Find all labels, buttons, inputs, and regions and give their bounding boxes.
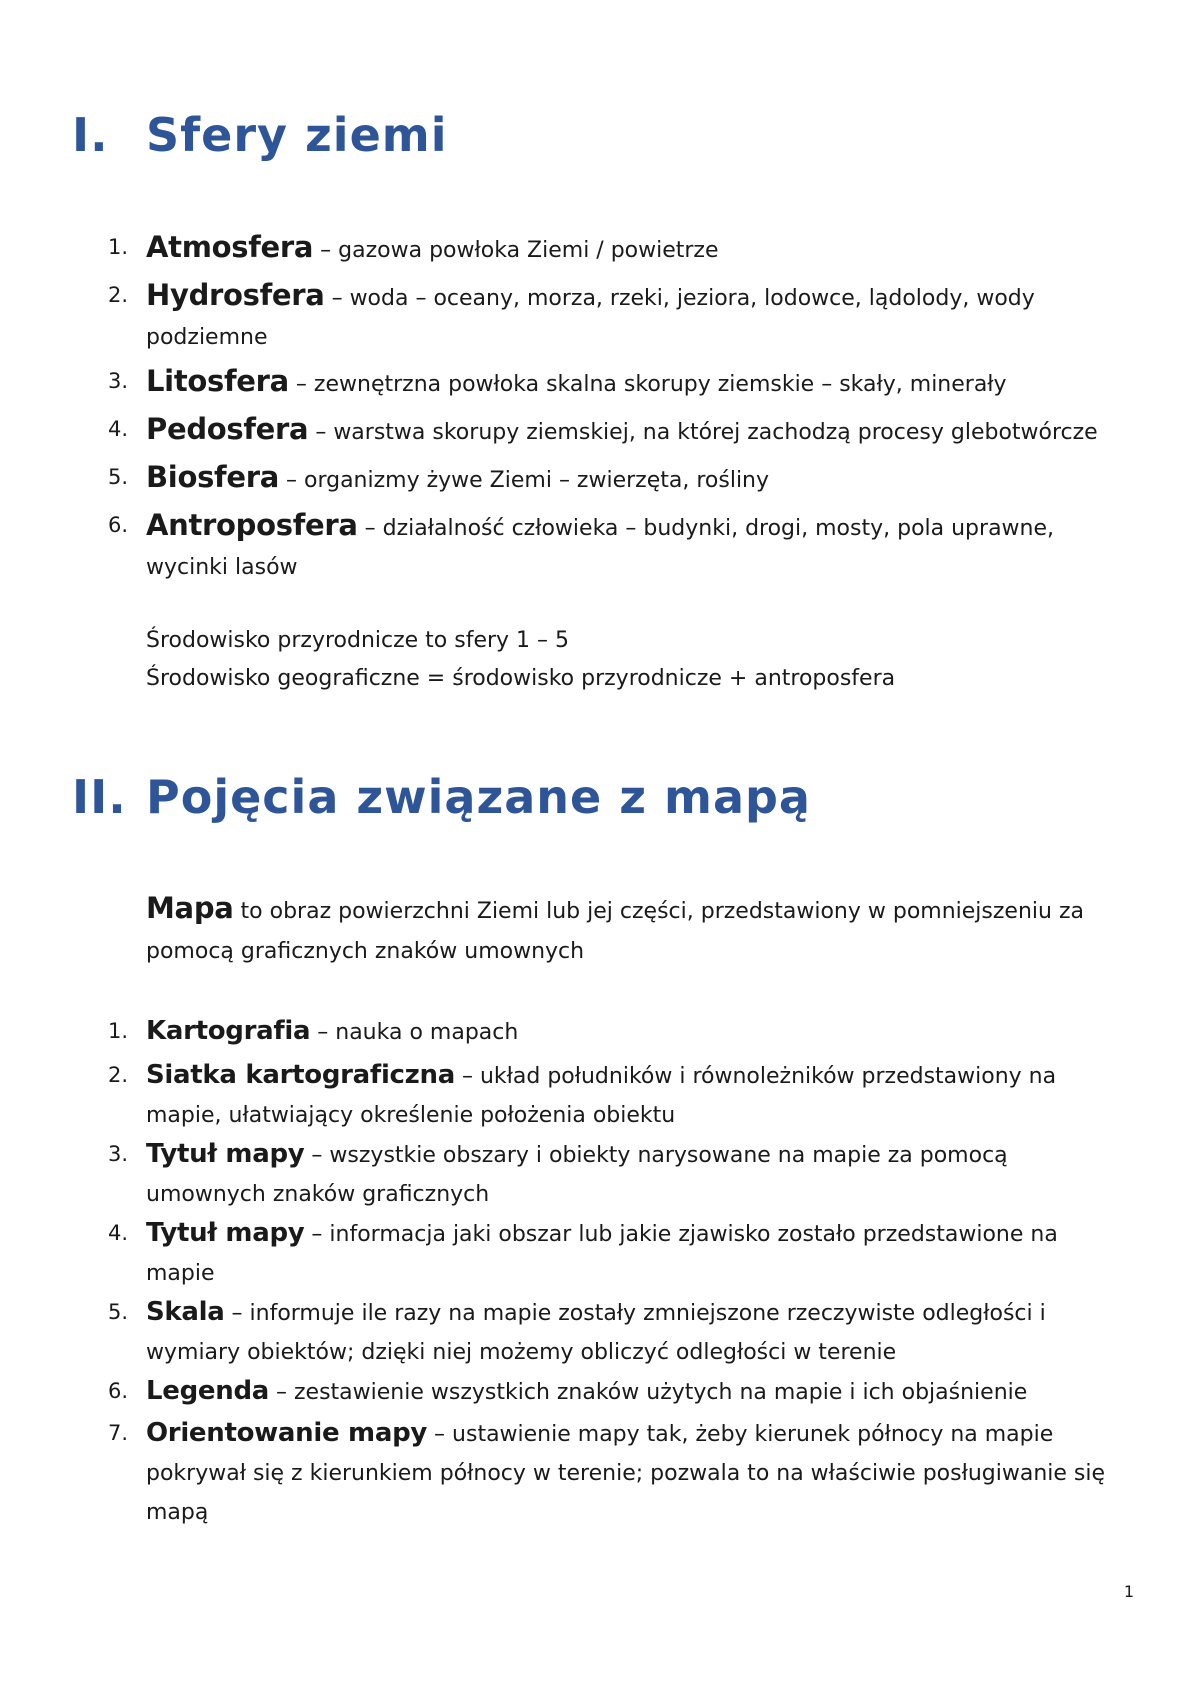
page-number: 1 bbox=[1123, 1582, 1134, 1601]
list-item-term: Legenda bbox=[146, 1376, 270, 1406]
list-item-description: – działalność człowieka – budynki, drogi, mosty, pola uprawne, wycinki lasów bbox=[146, 516, 1055, 580]
section-2-number: II. bbox=[72, 770, 127, 824]
list-item-term: Pedosfera bbox=[146, 412, 309, 446]
list-item-term: Hydrosfera bbox=[146, 278, 325, 312]
list-item-term: Litosfera bbox=[146, 364, 289, 398]
list-item-term: Antroposfera bbox=[146, 508, 358, 542]
section-1-number: I. bbox=[72, 108, 109, 162]
list-item-term: Orientowanie mapy bbox=[146, 1418, 428, 1448]
section-1-title: Sfery ziemi bbox=[146, 108, 448, 162]
section-2-heading bbox=[72, 770, 811, 824]
list-item-number: 3. bbox=[108, 369, 129, 393]
list-item-term: Biosfera bbox=[146, 460, 279, 494]
list-item-term: Kartografia bbox=[146, 1016, 311, 1046]
list-item-description: – warstwa skorupy ziemskiej, na której zachodzą procesy glebotwórcze bbox=[308, 420, 1098, 445]
note-line: Środowisko geograficzne = środowisko przyrodnicze + antroposfera bbox=[146, 666, 896, 691]
list-item-description: – ustawienie mapy tak, żeby kierunek północy na mapie pokrywał się z kierunkiem północy w terenie; pozwala to na właściwie posługiwanie się mapą bbox=[146, 1422, 1106, 1525]
list-item-number: 6. bbox=[108, 1379, 129, 1403]
list-item-number: 2. bbox=[108, 1063, 129, 1087]
list-item-number: 1. bbox=[108, 235, 129, 259]
list-item-number: 2. bbox=[108, 283, 129, 307]
list-item-number: 3. bbox=[108, 1142, 129, 1166]
list-item-description: – woda – oceany, morza, rzeki, jeziora, lodowce, lądolody, wody podziemne bbox=[146, 286, 1035, 350]
list-item-term: Tytuł mapy bbox=[146, 1218, 305, 1248]
list-item-description: – nauka o mapach bbox=[310, 1020, 519, 1045]
list-item-number: 4. bbox=[108, 417, 129, 441]
definition-term: Mapa bbox=[146, 891, 234, 925]
list-item-number: 5. bbox=[108, 465, 129, 489]
list-item-description: – wszystkie obszary i obiekty narysowane na mapie za pomocą umownych znaków graficznych bbox=[146, 1143, 1008, 1207]
list-item-description: – zestawienie wszystkich znaków użytych na mapie i ich objaśnienie bbox=[269, 1380, 1028, 1405]
list-item-description: – zewnętrzna powłoka skalna skorupy ziemskie – skały, minerały bbox=[288, 372, 1007, 397]
section-1-heading bbox=[72, 108, 447, 162]
list-item-description: – organizmy żywe Ziemi – zwierzęta, rośliny bbox=[279, 468, 770, 493]
definition-description: to obraz powierzchni Ziemi lub jej części, przedstawiony w pomniejszeniu za pomocą graficznych znaków umownych bbox=[146, 899, 1084, 964]
list-item-description: – informacja jaki obszar lub jakie zjawisko zostało przedstawione na mapie bbox=[146, 1222, 1058, 1286]
list-item-term: Skala bbox=[146, 1297, 225, 1327]
list-item-description: – układ południków i równoleżników przedstawiony na mapie, ułatwiający określenie położenia obiektu bbox=[146, 1064, 1057, 1128]
list-item-term: Atmosfera bbox=[146, 230, 314, 264]
list-item-number: 7. bbox=[108, 1421, 129, 1445]
list-item-number: 6. bbox=[108, 513, 129, 537]
list-item-term: Tytuł mapy bbox=[146, 1139, 305, 1169]
list-item-number: 1. bbox=[108, 1019, 129, 1043]
note-line: Środowisko przyrodnicze to sfery 1 – 5 bbox=[146, 628, 570, 653]
list-item-number: 5. bbox=[108, 1300, 129, 1324]
section-2-title: Pojęcia związane z mapą bbox=[146, 770, 811, 824]
list-item-description: – gazowa powłoka Ziemi / powietrze bbox=[313, 238, 719, 263]
list-item-description: – informuje ile razy na mapie zostały zmniejszone rzeczywiste odległości i wymiary obiektów; dzięki niej możemy obliczyć odległości w terenie bbox=[146, 1301, 1046, 1365]
list-item-number: 4. bbox=[108, 1221, 129, 1245]
map-definition bbox=[146, 888, 1136, 972]
list-item-term: Siatka kartograficzna bbox=[146, 1060, 455, 1090]
